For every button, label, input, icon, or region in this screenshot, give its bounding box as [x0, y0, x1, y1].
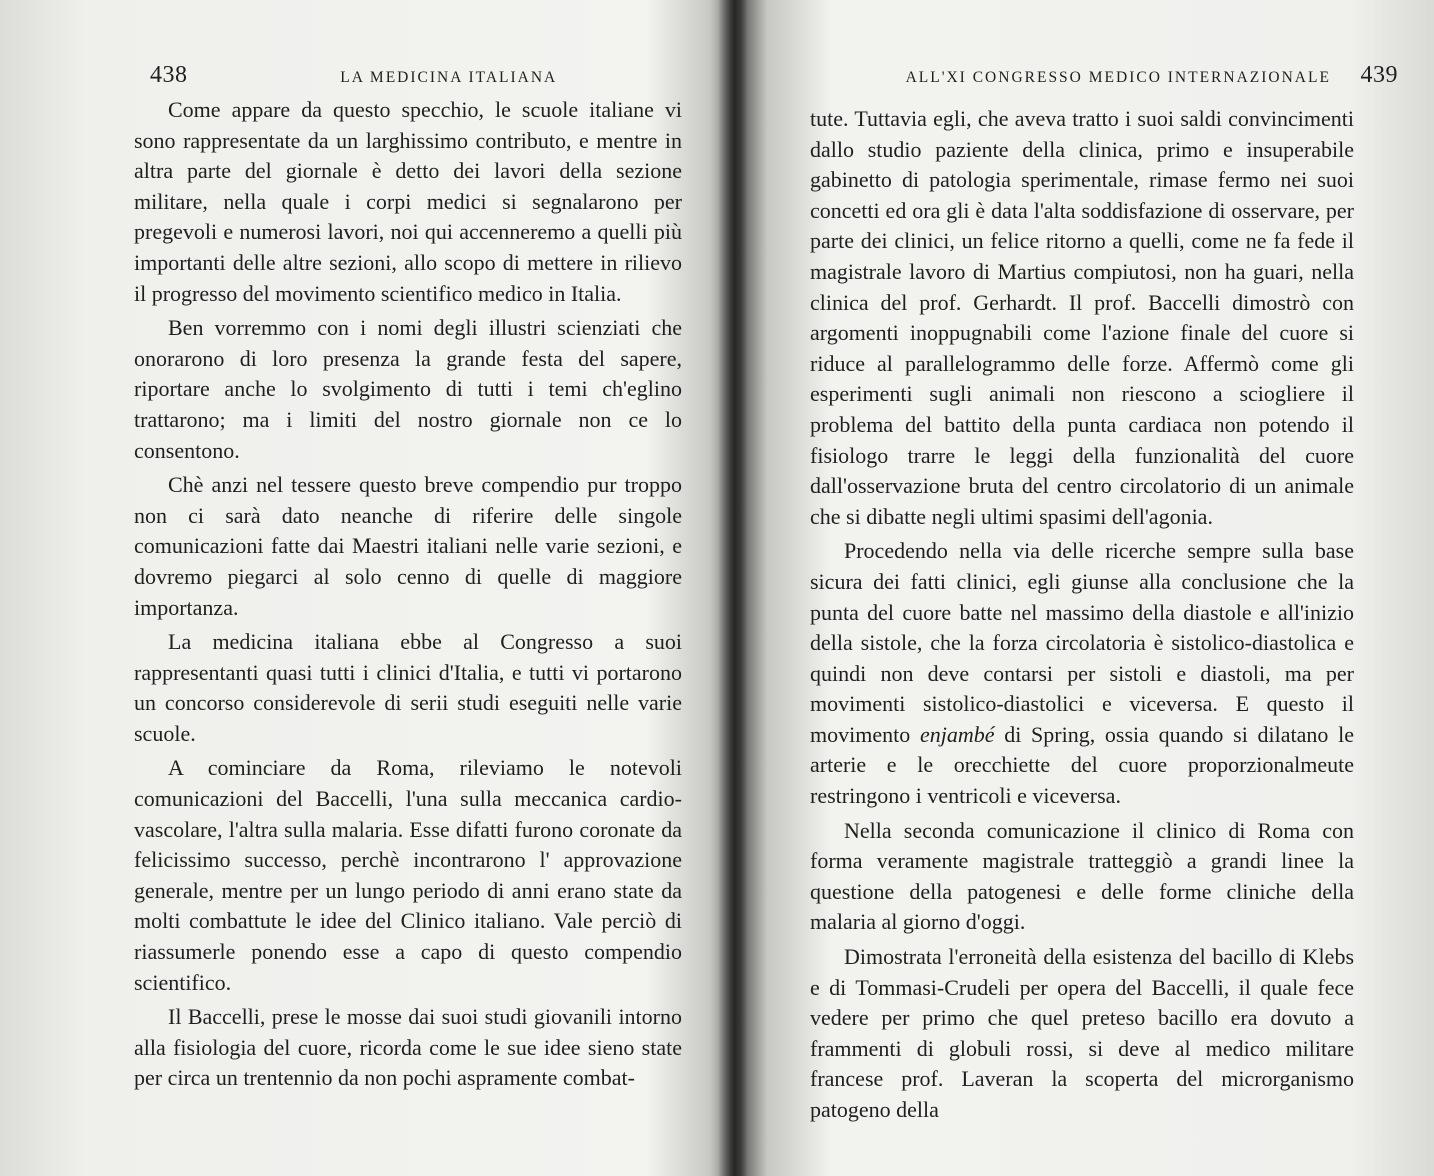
paragraph-text: di Spring, ossia quando si dilatano le arterie e le orecchiette del cuore proporzionalmeute restringono i ventricoli e viceversa.: [810, 721, 1354, 809]
left-running-title: LA MEDICINA ITALIANA: [340, 69, 558, 86]
book-gutter: [718, 0, 748, 1176]
right-page: [748, 0, 1434, 1176]
right-page-header: [898, 62, 1398, 92]
right-page-number: 439: [1360, 62, 1398, 88]
paragraph: Chè anzi nel tessere questo breve compendio pur troppo non ci sarà dato neanche di riferire delle singole comunicazioni fatte dai Maestri italiani nelle varie sezioni, e dovremo piegarci al solo cenno di quelle di maggiore importanza.: [134, 472, 682, 620]
paragraph: Nella seconda comunicazione il clinico di Roma con forma veramente magistrale tratteggiò a grandi linee la questione della patogenesi e delle forme cliniche della malaria al giorno d'oggi.: [810, 817, 1354, 935]
left-page-header: [150, 62, 690, 92]
paragraph: Ben vorremmo con i nomi degli illustri scienziati che onorarono di loro presenza la grande festa del sapere, riportare anche lo svolgimento di tutti i temi ch'eglino trattarono; ma i limiti del nostro giornale non ce lo consentono.: [134, 315, 682, 463]
paragraph-continuation: tute. Tuttavia egli, che aveva tratto i suoi saldi convincimenti dallo studio paziente della clinica, primo e insuperabile gabinetto di patologia sperimentale, rimase fermo nei suoi concetti ed ora gli è data l'alta soddisfazione di osservare, per parte dei clinici, un felice ritorno a quelli, come ne fa fede il magistrale lavoro di Martius compiutosi, non ha guari, nella clinica del prof. Gerhardt. Il prof. Baccelli dimostrò con argomenti inoppugnabili come l'azione finale del cuore si riduce al parallelogrammo delle forze. Affermò come gli esperimenti sugli animali non riescono a sciogliere il problema del battito della punta cardiaca non potendo il fisiologo trarre le leggi della funzionalità del cuore dall'osservazione bruta del centro circolatorio di un animale che si dibatte negli ultimi spasimi dell'agonia.: [810, 106, 1354, 529]
paragraph: Il Baccelli, prese le mosse dai suoi studi giovanili intorno alla fisiologia del cuore, ricorda come le sue idee sieno state per circa un trentennio da non pochi aspramente combat-: [134, 1004, 682, 1091]
left-page-number: 438: [150, 62, 188, 88]
paragraph: A cominciare da Roma, rileviamo le notevoli comunicazioni del Baccelli, l'una sulla meccanica cardio-vascolare, l'altra sulla malaria. Esse difatti furono coronate da felicissimo successo, perchè incontrarono l' approvazione generale, mentre per un lungo periodo di anni erano state da molti combattute le idee del Clinico italiano. Vale perciò di riassumerle ponendo esse a capo di questo compendio scientifico.: [134, 755, 682, 995]
paragraph: Come appare da questo specchio, le scuole italiane vi sono rappresentate da un larghissimo contributo, e mentre in altra parte del giornale è detto dei lavori della sezione militare, nella quale i corpi medici si segnalarono per pregevoli e numerosi lavori, noi qui accenneremo a quelli più importanti delle altre sezioni, allo scopo di mettere in rilievo il progresso del movimento scientifico medico in Italia.: [134, 97, 682, 306]
paragraph: [810, 536, 1354, 811]
right-running-title: ALL'XI CONGRESSO MEDICO INTERNAZIONALE: [905, 69, 1331, 86]
right-page-body: [810, 104, 1354, 1130]
left-page-body: [134, 95, 682, 1098]
italic-term: enjambé: [919, 721, 995, 747]
paragraph: Dimostrata l'erroneità della esistenza del bacillo di Klebs e di Tommasi-Crudeli per opera del Baccelli, il quale fece vedere per primo che quel preteso bacillo era dovuto a frammenti di globuli rossi, si deve al medico militare francese prof. Laveran la scoperta del microrganismo patogeno della: [810, 944, 1354, 1122]
paragraph-text: Procedendo nella via delle ricerche sempre sulla base sicura dei fatti clinici, egli giunse alla conclusione che la punta del cuore batte nel massimo della diastole e all'inizio della sistole, che la forza circolatoria è sistolico-diastolica e quindi non deve contarsi per sistoli e diastoli, ma per movimenti sistolico-diastolici e viceversa. E questo il movimento: [810, 538, 1354, 747]
paragraph: La medicina italiana ebbe al Congresso a suoi rappresentanti quasi tutti i clinici d'Italia, e tutti vi portarono un concorso considerevole di serii studi eseguiti nelle varie scuole.: [134, 629, 682, 746]
